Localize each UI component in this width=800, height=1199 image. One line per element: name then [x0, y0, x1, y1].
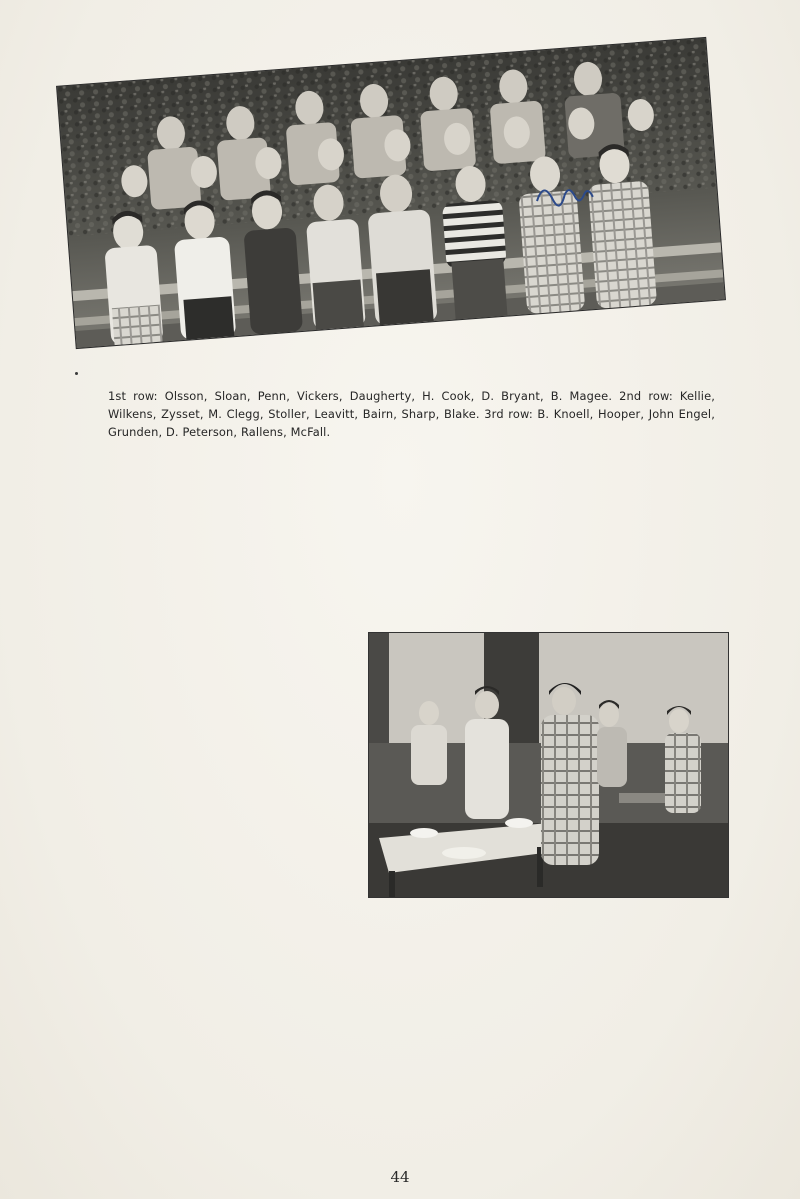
photo-caption — [108, 387, 715, 441]
group-photo-image — [57, 38, 725, 348]
caption-line-1: 1st row: Olsson, Sloan, Penn, Vickers, Daugherty, H. Cook, D. Bryant, B. Magee. 2nd — [108, 389, 649, 403]
class-photo-image — [369, 633, 728, 897]
caption-line-3: B. Knoell, Hooper, John Engel, Grunden, D. Peterson, Rallens, McFall. — [108, 407, 715, 439]
ink-speck — [75, 372, 78, 375]
class-photo — [369, 633, 728, 897]
caption-line-2: row: Kellie, Wilkens, Zysset, M. Clegg, Stoller, Leavitt, Bairn, Sharp, Blake. 3rd row: — [108, 389, 715, 421]
group-photo — [57, 38, 725, 348]
page-number: 44 — [390, 1168, 410, 1186]
